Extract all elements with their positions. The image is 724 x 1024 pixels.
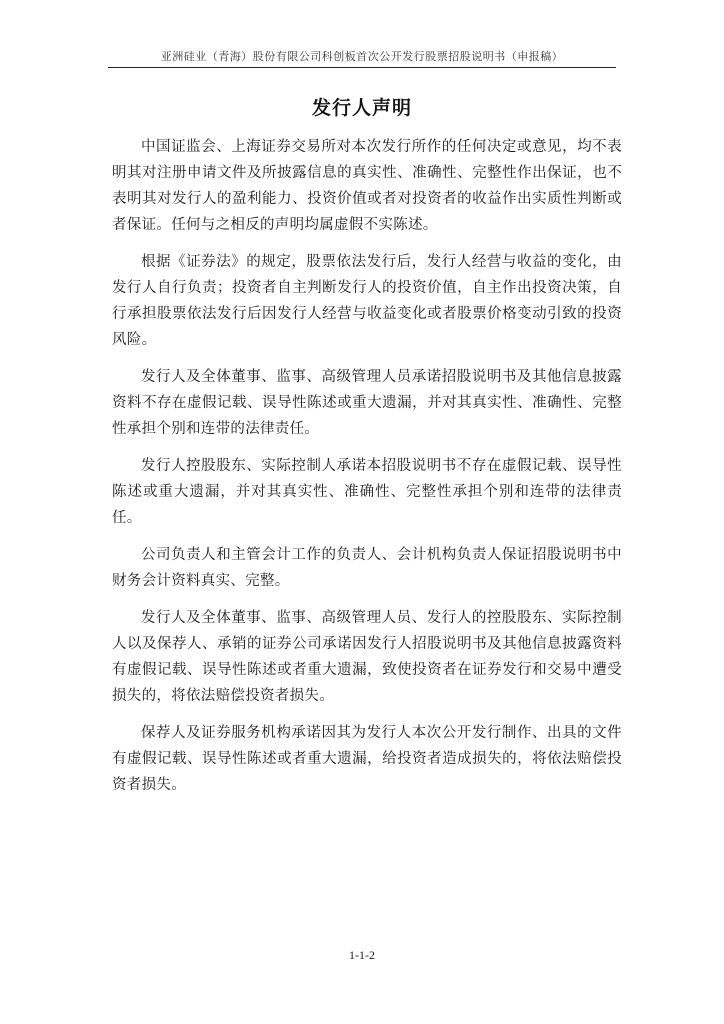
header-divider bbox=[108, 67, 616, 68]
document-body bbox=[112, 134, 622, 809]
page-title: 发行人声明 bbox=[311, 97, 412, 119]
paragraph-accounting-guarantee: 公司负责人和主管会计工作的负责人、会计机构负责人保证招股说明书中财务会计资料真实、完整。 bbox=[112, 547, 622, 589]
running-header: 亚洲硅业（青海）股份有限公司科创板首次公开发行股票招股说明书（申报稿） bbox=[160, 50, 564, 63]
page-number: 1-1-2 bbox=[349, 948, 375, 962]
paragraph-regulator-disclaimer: 中国证监会、上海证券交易所对本次发行所作的任何决定或意见，均不表明其对注册申请文件及所披露信息的真实性、准确性、完整性作出保证，也不表明其对发行人的盈利能力、投资价值或者对投资者的收益作出实质性判断或者保证。任何与之相反的声明均属虚假不实陈述。 bbox=[112, 139, 622, 233]
paragraph-sponsor-commitment: 保荐人及证券服务机构承诺因其为发行人本次公开发行制作、出具的文件有虚假记载、误导性陈述或者重大遗漏，给投资者造成损失的，将依法赔偿投资者损失。 bbox=[112, 725, 622, 793]
paragraph-board-commitment: 发行人及全体董事、监事、高级管理人员承诺招股说明书及其他信息披露资料不存在虚假记载、误导性陈述或重大遗漏，并对其真实性、准确性、完整性承担个别和连带的法律责任。 bbox=[112, 369, 622, 437]
paragraph-controller-commitment: 发行人控股股东、实际控制人承诺本招股说明书不存在虚假记载、误导性陈述或重大遗漏，并对其真实性、准确性、完整性承担个别和连带的法律责任。 bbox=[112, 458, 622, 526]
paragraph-compensation-commitment: 发行人及全体董事、监事、高级管理人员、发行人的控股股东、实际控制人以及保荐人、承销的证券公司承诺因发行人招股说明书及其他信息披露资料有虚假记载、误导性陈述或者重大遗漏，致使投资者在证券发行和交易中遭受损失的，将依法赔偿投资者损失。 bbox=[112, 610, 622, 704]
paragraph-securities-law: 根据《证券法》的规定，股票依法发行后，发行人经营与收益的变化，由发行人自行负责；投资者自主判断发行人的投资价值，自主作出投资决策，自行承担股票依法发行后因发行人经营与收益变化或者股票价格变动引致的投资风险。 bbox=[112, 254, 622, 348]
